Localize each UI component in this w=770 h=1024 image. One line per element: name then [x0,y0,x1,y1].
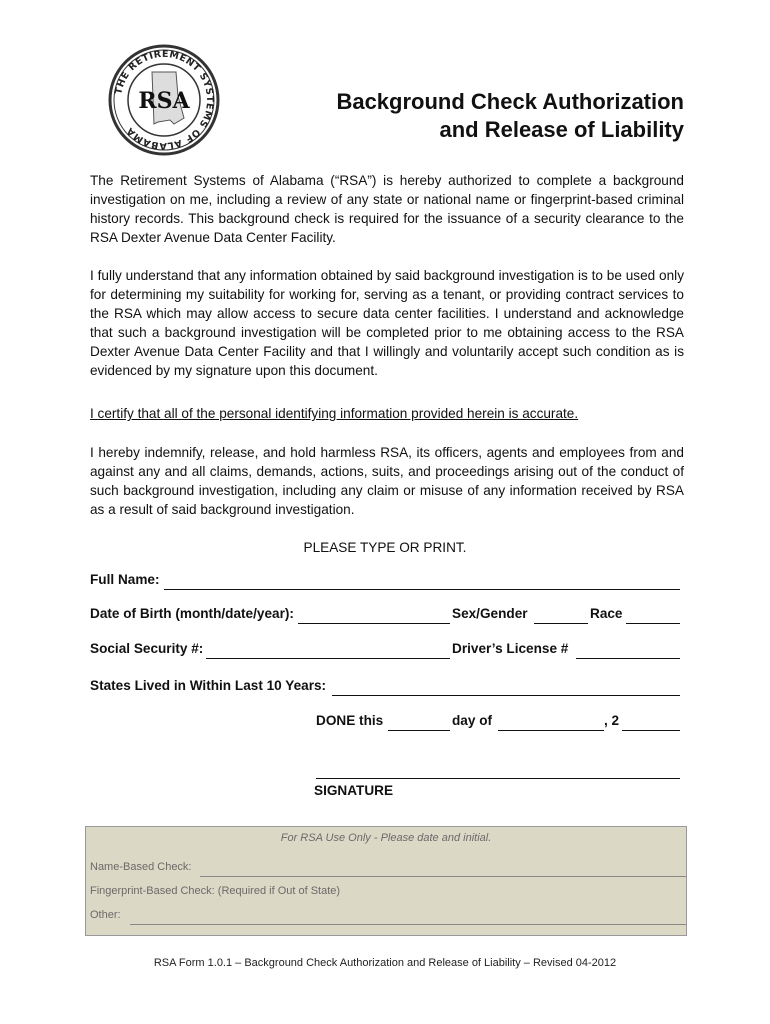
license-field[interactable] [576,658,680,659]
paragraph-understanding: I fully understand that any information obtained by said background investigation is to be used only for determining my suitability for working for, serving as a tenant, or providing contract services to the RSA which may allow access to secure data center facilities. I understand and acknowledge that such a background investigation will be completed prior to me obtaining access to the RSA Dexter Avenue Data Center Facility and that I willingly and voluntarily accept such condition as is evidenced by my signature upon this document. [90,268,684,378]
name-check-field[interactable] [200,876,686,877]
type-or-print-instruction: PLEASE TYPE OR PRINT. [303,540,467,555]
race-label: Race [590,606,623,621]
other-row [90,909,686,925]
done-year-field[interactable] [622,730,680,731]
title-line-1: Background Check Authorization [336,89,684,114]
fingerprint-check-label: Fingerprint-Based Check: (Required if Out of State) [90,885,341,897]
sex-label: Sex/Gender [452,606,528,621]
ssn-field[interactable] [206,658,450,659]
form-footer: RSA Form 1.0.1 – Background Check Authorization and Release of Liability – Revised 04-2012 [153,957,617,969]
day-of-label: day of [452,713,493,728]
full-name-row [90,572,680,590]
ssn-row [90,641,680,659]
states-row [90,678,680,696]
signature-field[interactable] [316,778,680,779]
dob-field[interactable] [298,623,450,624]
done-row [90,713,680,731]
states-field[interactable] [332,695,680,696]
sex-field[interactable] [534,623,588,624]
title-line-2: and Release of Liability [439,117,684,142]
dob-label: Date of Birth (month/date/year): [90,606,294,621]
signature-label: SIGNATURE [314,783,394,798]
done-month-field[interactable] [498,730,604,731]
other-label: Other: [90,909,121,921]
rsa-use-only-box [85,826,687,936]
dob-row [90,606,680,624]
rsa-seal-logo [108,44,220,156]
ssn-label: Social Security #: [90,641,204,656]
paragraph-indemnify: I hereby indemnify, release, and hold harmless RSA, its officers, agents and employees from and against any and all claims, demands, actions, suits, and proceedings arising out of the conduct of such background investigation, including any claim or misuse of any information received by RSA as a result of said background investigation. [90,445,684,517]
rsa-use-heading: For RSA Use Only - Please date and initial. [280,832,492,844]
done-day-field[interactable] [388,730,450,731]
document-title [264,88,684,144]
name-check-row [90,861,686,877]
done-this-label: DONE this [316,713,384,728]
fingerprint-check-row [90,885,686,901]
license-label: Driver’s License # [452,641,569,656]
seal-monogram: RSA [138,88,190,114]
full-name-label: Full Name: [90,572,160,587]
paragraph-authorization: The Retirement Systems of Alabama (“RSA”) is hereby authorized to complete a background investigation on me, including a review of any state or national name or fingerprint-based criminal history records. This background check is required for the issuance of a security clearance to the RSA Dexter Avenue Data Center Facility. [90,173,684,245]
states-label: States Lived in Within Last 10 Years: [90,678,327,693]
race-field[interactable] [626,623,680,624]
year-prefix-label: , 2 [604,713,620,728]
other-field[interactable] [130,924,686,925]
full-name-field[interactable] [164,589,680,590]
name-check-label: Name-Based Check: [90,861,192,873]
seal-ring-text: THE RETIREMENT SYSTEMS OF ALABAMA [113,48,216,152]
paragraph-certify: I certify that all of the personal identifying information provided herein is accurate. [90,406,579,421]
